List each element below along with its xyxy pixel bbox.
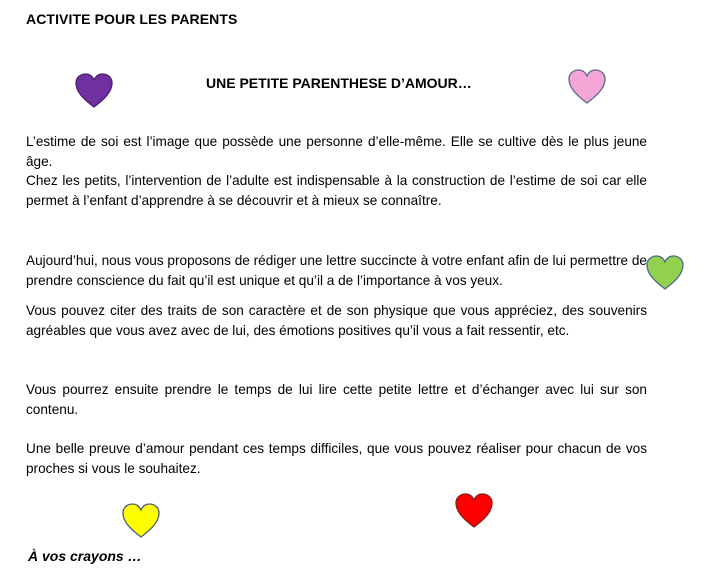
paragraph-adult-role: Chez les petits, l’intervention de l’adulte est indispensable à la construction de l’estime de soi car elle permet à l’enfant d’apprendre à se découvrir et à mieux se connaître. xyxy=(26,173,647,208)
document-title: UNE PETITE PARENTHESE D’AMOUR… xyxy=(206,75,472,91)
closing-line: À vos crayons … xyxy=(28,548,142,564)
green-heart-icon xyxy=(645,254,685,292)
yellow-heart-icon xyxy=(121,502,161,540)
paragraph-reading: Vous pourrez ensuite prendre le temps de lui lire cette petite lettre et d’échanger avec lui sur son contenu. xyxy=(26,382,647,417)
red-heart-icon xyxy=(454,492,494,530)
document-header: ACTIVITE POUR LES PARENTS xyxy=(26,11,238,27)
paragraph-self-esteem: L’estime de soi est l’image que possède une personne d’elle-même. Elle se cultive dès le plus jeune âge. xyxy=(26,134,647,169)
pink-heart-icon xyxy=(567,68,607,106)
paragraph-suggestions: Vous pouvez citer des traits de son caractère et de son physique que vous appréciez, des souvenirs agréables que vous avez avec de lui, des émotions positives qu’il vous a fait ressentir, etc. xyxy=(26,303,647,338)
paragraph-proof-of-love: Une belle preuve d’amour pendant ces temps difficiles, que vous pouvez réaliser pour chacun de vos proches si vous le souhaitez. xyxy=(26,441,647,476)
paragraph-proposal: Aujourd’hui, nous vous proposons de rédiger une lettre succincte à votre enfant afin de lui permettre de prendre conscience du fait qu’il est unique et qu’il a de l’importance à vos yeux. xyxy=(26,253,647,288)
purple-heart-icon xyxy=(74,72,114,110)
